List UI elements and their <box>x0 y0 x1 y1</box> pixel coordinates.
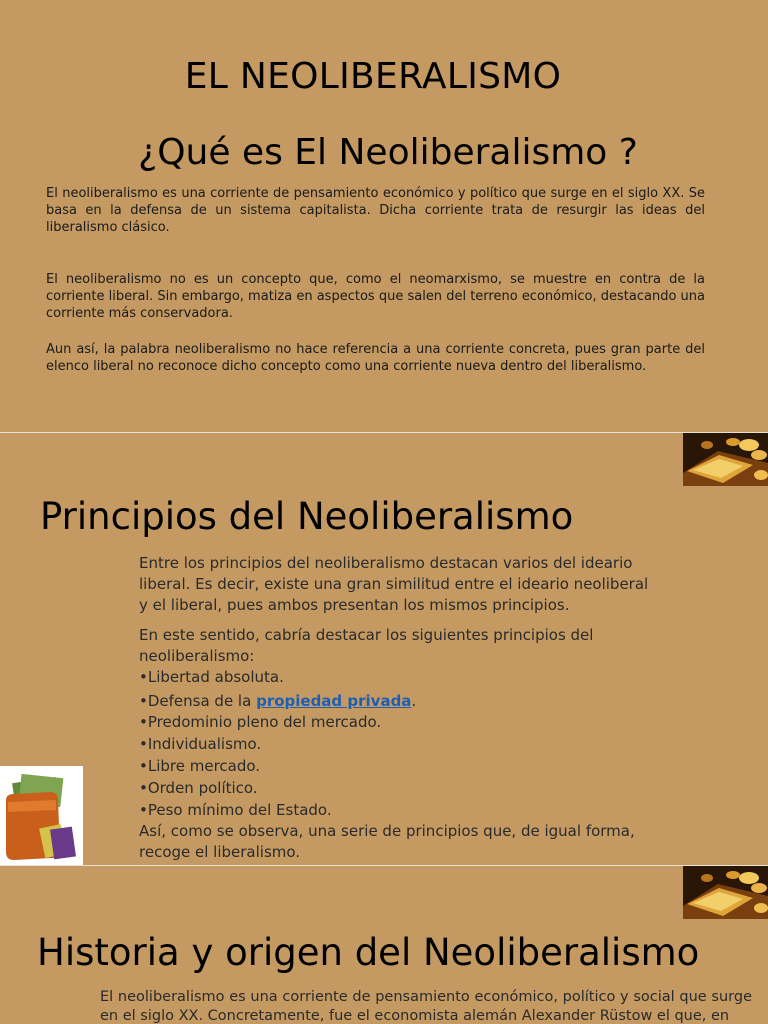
gold-coins-image <box>683 866 768 919</box>
private-property-link[interactable]: propiedad privada <box>256 692 412 710</box>
principle-item: •Peso mínimo del Estado. <box>139 801 332 819</box>
paragraph: El neoliberalismo es una corriente de pensamiento económico y político que surge en el siglo XX. Se basa en la defensa de un sistema capitalista. Dicha corriente trata de resurgir las ideas del liberalismo clásico. <box>46 186 705 235</box>
paragraph: Aun así, la palabra neoliberalismo no hace referencia a una corriente concreta, pues gran parte del elenco liberal no reconoce dicho concepto como una corriente nueva dentro del liberalismo. <box>46 342 705 374</box>
slide-history <box>0 866 768 1024</box>
slide-title: EL NEOLIBERALISMO <box>184 56 562 97</box>
principle-item: •Orden político. <box>139 779 258 797</box>
principle-item-text: •Defensa de la <box>139 692 257 710</box>
paragraph: El neoliberalismo no es un concepto que, como el neomarxismo, se muestre en contra de la corriente liberal. Sin embargo, matiza en aspectos que salen del terreno económico, destacando una corriente más conservadora. <box>46 272 705 321</box>
principle-item: •Predominio pleno del mercado. <box>139 713 382 731</box>
slide-principles <box>0 433 768 865</box>
principle-item-text: . <box>411 692 417 710</box>
principle-item: •Libertad absoluta. <box>139 668 284 686</box>
slide-subtitle: ¿Qué es El Neoliberalismo ? <box>138 132 638 173</box>
history-paragraph: El neoliberalismo es una corriente de pensamiento económico, político y social que surge en el siglo XX. Concretamente, fue el economista alemán Alexander Rüstow el que, en <box>100 989 752 1024</box>
closing-paragraph: Así, como se observa, una serie de principios que, de igual forma, recoge el liberalismo. <box>139 822 635 861</box>
principle-item: •Libre mercado. <box>139 757 261 775</box>
principles-text <box>139 553 659 863</box>
principle-item <box>139 691 659 712</box>
principle-item: •Individualismo. <box>139 735 262 753</box>
slide-title: Historia y origen del Neoliberalismo <box>37 931 700 974</box>
slide-title: Principios del Neoliberalismo <box>40 495 574 538</box>
intro-paragraph: Entre los principios del neoliberalismo destacan varios del ideario liberal. Es decir, existe una gran similitud entre el ideario neoliberal y el liberal, pues ambos presentan los mismos principios. <box>139 554 649 614</box>
slide-what-is-neoliberalism <box>0 0 768 432</box>
lead-line: En este sentido, cabría destacar los siguientes principios del neoliberalismo: <box>139 626 594 665</box>
gold-coins-image <box>683 433 768 486</box>
wallet-money-image <box>0 766 83 865</box>
